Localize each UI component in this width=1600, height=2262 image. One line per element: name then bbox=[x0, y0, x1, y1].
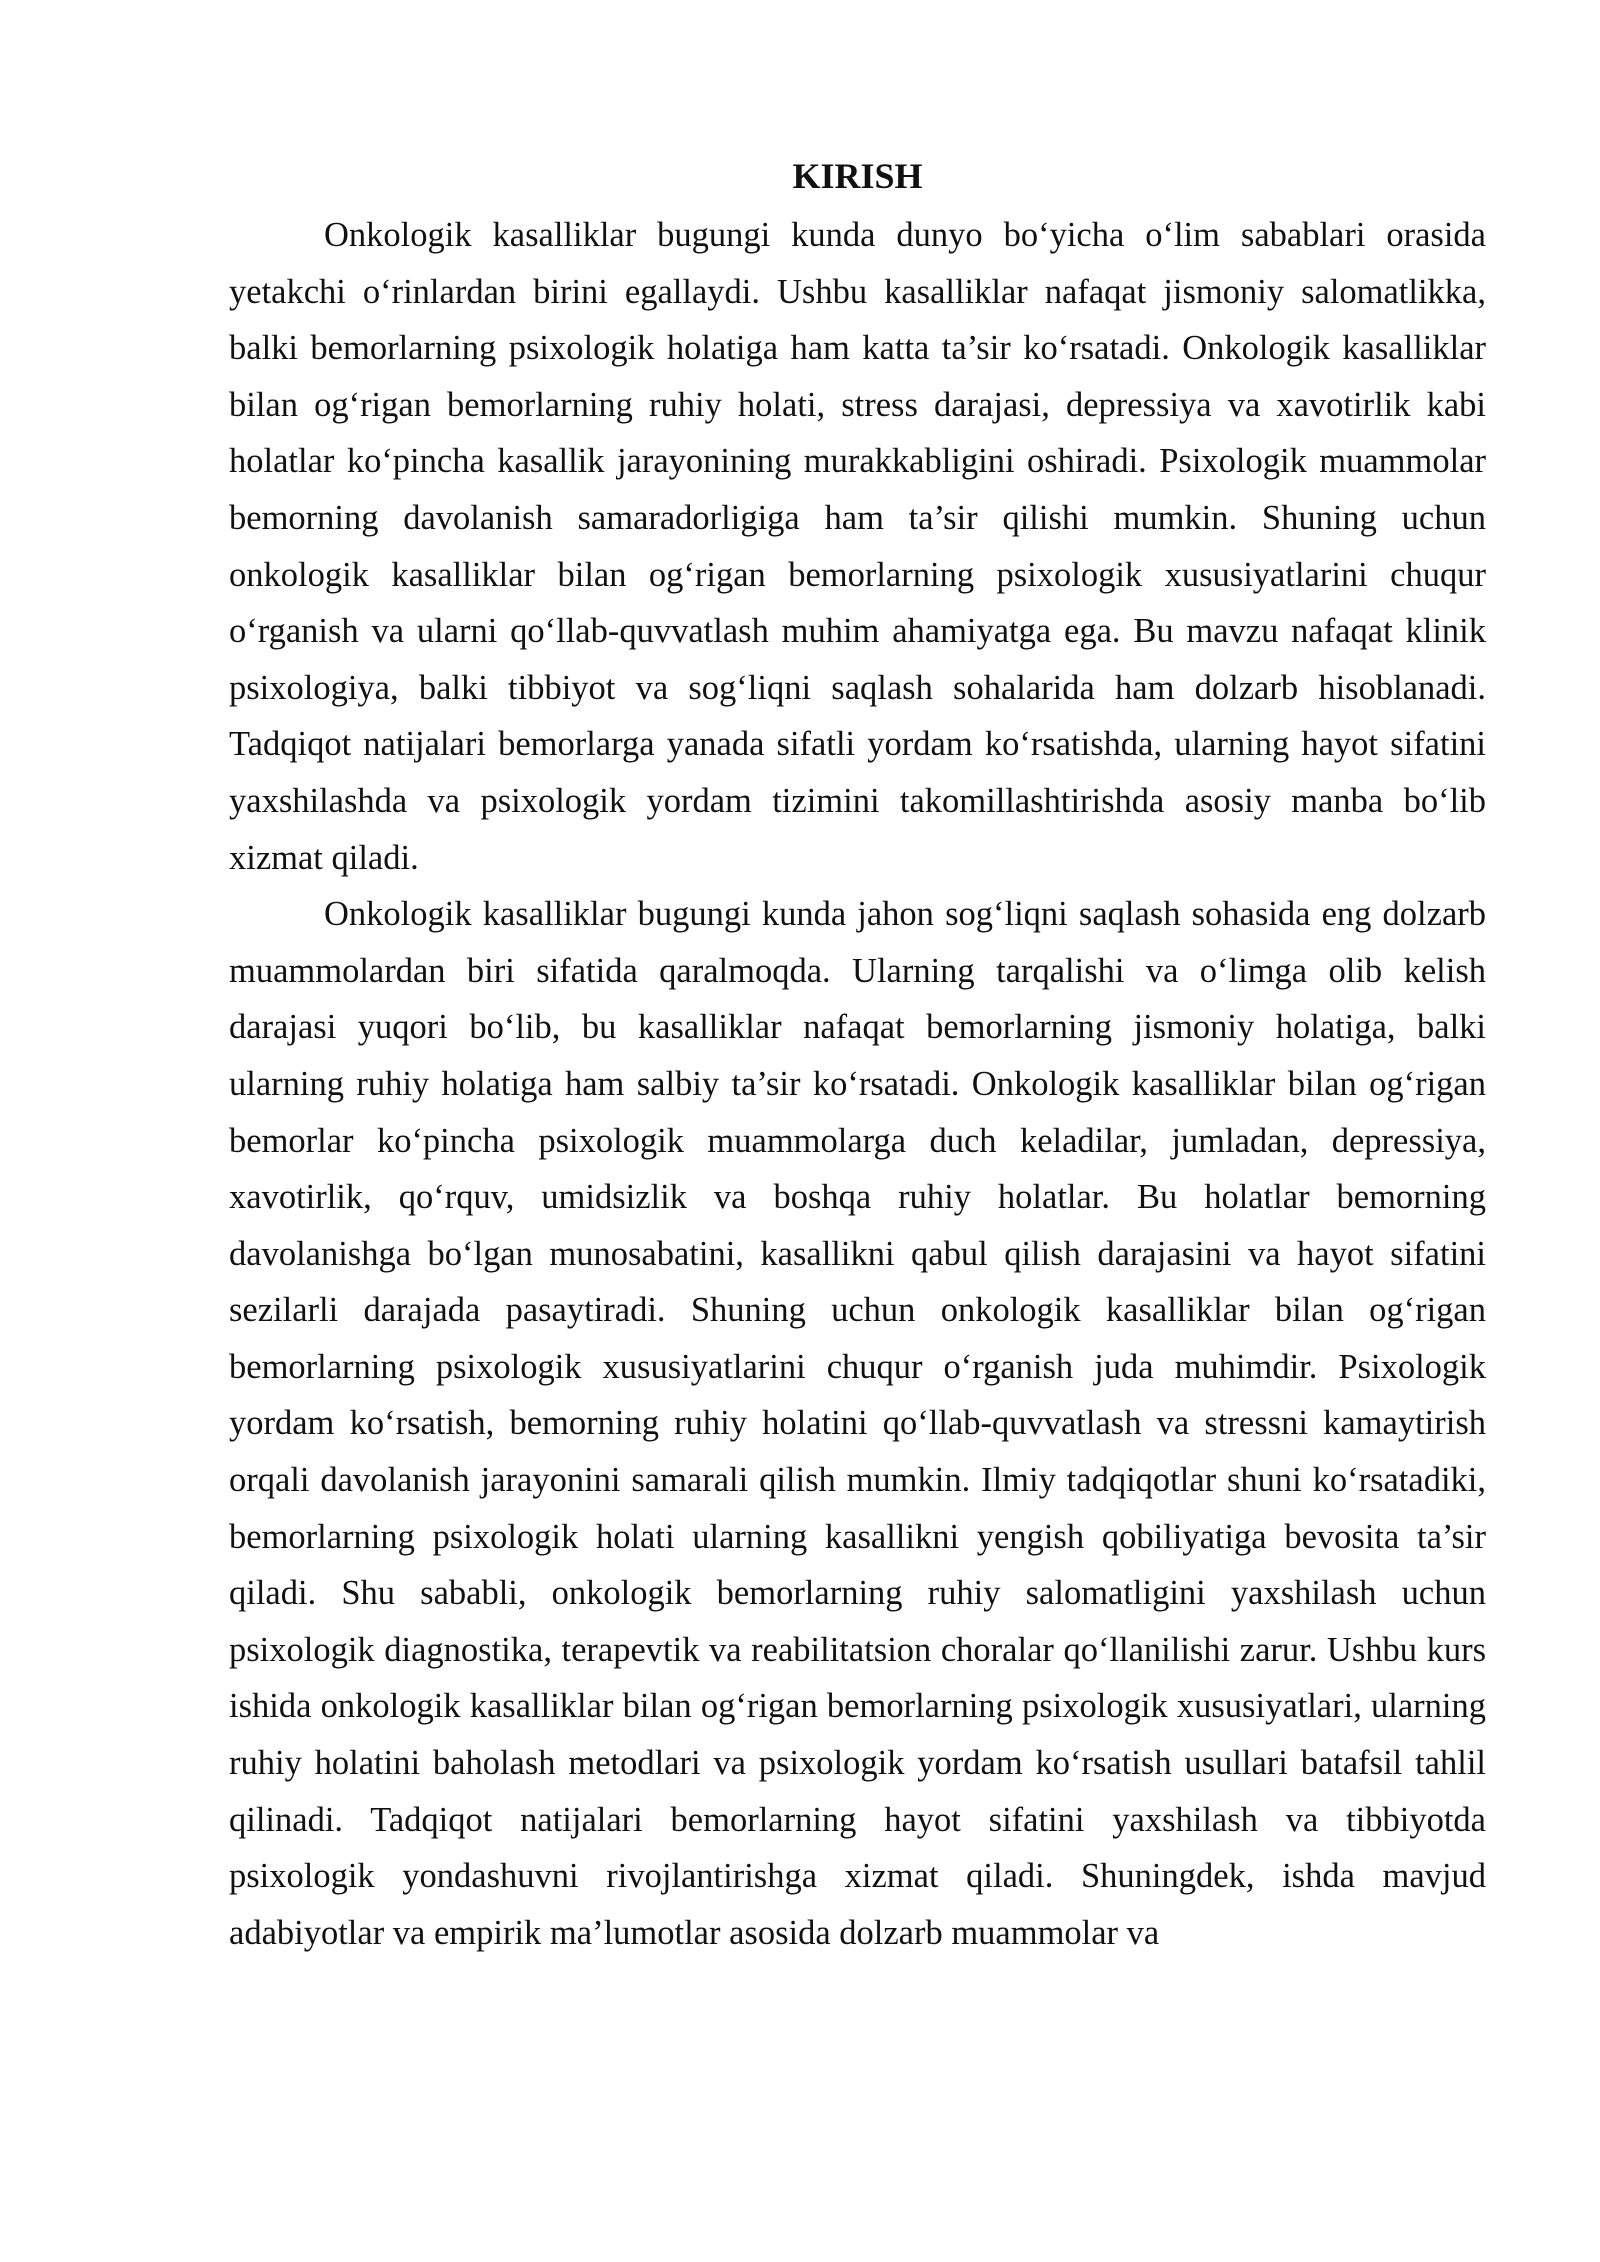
page-title: KIRISH bbox=[792, 156, 923, 196]
document-body bbox=[229, 150, 1486, 1961]
paragraph-2: Onkologik kasalliklar bugungi kunda jahon sog‘liqni saqlash sohasida eng dolzarb muammolardan biri sifatida qaralmoqda. Ularning tarqalishi va o‘limga olib kelish darajasi yuqori bo‘lib, bu kasalliklar nafaqat bemorlarning jismoniy holatiga, balki ularning ruhiy holatiga ham salbiy ta’sir ko‘rsatadi. Onkologik kasalliklar bilan og‘rigan bemorlar ko‘pincha psixologik muammolarga duch keladilar, jumladan, depressiya, xavotirlik, qo‘rquv, umidsizlik va boshqa ruhiy holatlar. Bu holatlar bemorning davolanishga bo‘lgan munosabatini, kasallikni qabul qilish darajasini va hayot sifatini sezilarli darajada pasaytiradi. Shuning uchun onkologik kasalliklar bilan og‘rigan bemorlarning psixologik xususiyatlarini chuqur o‘rganish juda muhimdir. Psixologik yordam ko‘rsatish, bemorning ruhiy holatini qo‘llab-quvvatlash va stressni kamaytirish orqali davolanish jarayonini samarali qilish mumkin. Ilmiy tadqiqotlar shuni ko‘rsatadiki, bemorlarning psixologik holati ularning kasallikni yengish qobiliyatiga bevosita ta’sir qiladi. Shu sababli, onkologik bemorlarning ruhiy salomatligini yaxshilash uchun psixologik diagnostika, terapevtik va reabilitatsion choralar qo‘llanilishi zarur. Ushbu kurs ishida onkologik kasalliklar bilan og‘rigan bemorlarning psixologik xususiyatlari, ularning ruhiy holatini baholash metodlari va psixologik yordam ko‘rsatish usullari batafsil tahlil qilinadi. Tadqiqot natijalari bemorlarning hayot sifatini yaxshilash va tibbiyotda psixologik yondashuvni rivojlantirishga xizmat qiladi. Shuningdek, ishda mavjud adabiyotlar va empirik ma’lumotlar asosida dolzarb muammolar va bbox=[229, 895, 1486, 1952]
paragraph-1: Onkologik kasalliklar bugungi kunda dunyo bo‘yicha o‘lim sabablari orasida yetakchi o‘rinlardan birini egallaydi. Ushbu kasalliklar nafaqat jismoniy salomatlikka, balki bemorlarning psixologik holatiga ham katta ta’sir ko‘rsatadi. Onkologik kasalliklar bilan og‘rigan bemorlarning ruhiy holati, stress darajasi, depressiya va xavotirlik kabi holatlar ko‘pincha kasallik jarayonining murakkabligini oshiradi. Psixologik muammolar bemorning davolanish samaradorligiga ham ta’sir qilishi mumkin. Shuning uchun onkologik kasalliklar bilan og‘rigan bemorlarning psixologik xususiyatlarini chuqur o‘rganish va ularni qo‘llab-quvvatlash muhim ahamiyatga ega. Bu mavzu nafaqat klinik psixologiya, balki tibbiyot va sog‘liqni saqlash sohalarida ham dolzarb hisoblanadi. Tadqiqot natijalari bemorlarga yanada sifatli yordam ko‘rsatishda, ularning hayot sifatini yaxshilashda va psixologik yordam tizimini takomillashtirishda asosiy manba bo‘lib xizmat qiladi. bbox=[229, 216, 1486, 877]
